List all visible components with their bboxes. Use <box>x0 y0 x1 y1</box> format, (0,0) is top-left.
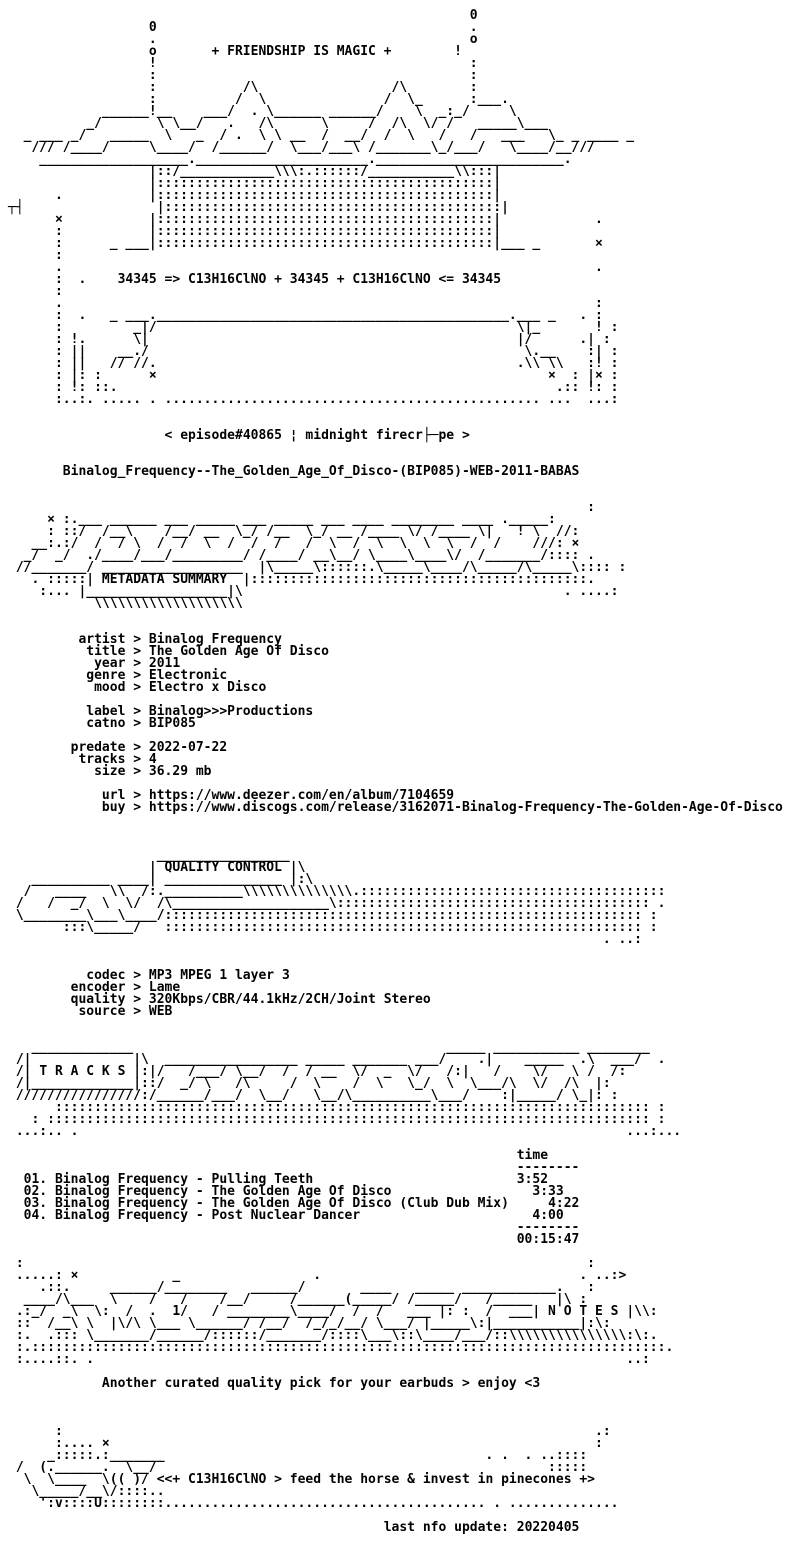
blank-line <box>8 610 783 622</box>
art-line: \\\\\\\\\\\\\\\\\\\ <box>8 596 243 611</box>
art-line: : / \ / \_ :___. <box>8 92 509 107</box>
label-value: Binalog>>>Productions <box>148 704 314 719</box>
art-line: _____________ _____ ___________ ________ <box>8 1040 650 1055</box>
art-line: ':v::::U::::::::......................................... . .............. <box>8 1496 619 1511</box>
art-line: 0 . <box>8 20 478 35</box>
metadata-heading: METADATA SUMMARY <box>101 572 228 587</box>
art-line: .:_/ _\ \: / . 1/ / ________\____/ / / ___ |: : / ___| N O T E S |\\: <box>8 1304 658 1319</box>
metadata-row: buy > https://www.discogs.com/release/3162071-Binalog-Frequency-The-Golden-Age-Of-Disco <box>8 800 783 815</box>
art-line: .::. ______/________ ______/ ____ _____ ____________. : <box>8 1280 595 1295</box>
art-line: . o <box>8 32 478 47</box>
art-line: /// /____/ \____/ /______/ \___/___\ /_______\_/___/ \____/__/// <box>8 140 595 155</box>
art-line: : . _ ___._____________________________________________.___ _ . : <box>8 308 603 323</box>
art-line: ┬┤ |:::::::::::::::::::::::::::::::::::::::::::| <box>8 200 509 215</box>
art-line: . ..: <box>8 932 642 947</box>
track-time: 4:22 <box>548 1196 580 1211</box>
blank-line <box>8 946 783 958</box>
predate-value: 2022-07-22 <box>148 740 228 755</box>
art-line <box>8 430 783 442</box>
metadata-row: predate > 2022-07-22 <box>8 740 228 755</box>
blank-line <box>8 478 783 490</box>
art-line: \________\___\____/::::::::::::::::::::::::::::::::::::::::::::::::::::::::::::: : <box>8 908 658 923</box>
art-line: :: /__\ \ |\/\ \___ \______/ /__/ /_/_/__/ \___/ |_____\:|___________|:\: <box>8 1316 611 1331</box>
notes-heading: N O T E S <box>548 1304 619 1319</box>
art-line: : !: ::. .:: !: : <box>8 380 619 395</box>
art-line: . . <box>8 260 603 275</box>
track-time: 4:00 <box>532 1208 564 1223</box>
art-line: / ____ \\ /:.__________\\\\\\\\\\\\\\.::::::::::::::::::::::::::::::::::::::: <box>8 884 666 899</box>
track-total-row <box>8 1234 783 1246</box>
track-title: 02. Binalog Frequency - The Golden Age Of Disco <box>23 1184 392 1199</box>
catno-value: BIP085 <box>148 716 196 731</box>
art-line: : .: <box>8 1424 611 1439</box>
art-line: : ::::::::::::::::::::::::::::::::::::::::::::::::::::::::::::::::::::::::::::: : <box>8 1112 666 1127</box>
metadata-row: url > https://www.deezer.com/en/album/7104659 <box>8 788 455 803</box>
blank-line <box>8 1018 783 1030</box>
art-line: / (.______. \__/ ::::: <box>8 1460 588 1475</box>
art-line: \ \____ \(( )/ <<+ C13H16ClNO > feed the horse & invest in pinecones +> <box>8 1472 596 1487</box>
track-time: 3:33 <box>532 1184 564 1199</box>
art-line: o + FRIENDSHIP IS MAGIC + ! <box>8 44 462 59</box>
art-line: __________ ____| _______________ |:\ <box>8 872 314 887</box>
art-line: : . 34345 => C13H16ClNO + 34345 + C13H16ClNO <= 34345 <box>8 272 502 287</box>
quality-row: quality > 320Kbps/CBR/44.1kHz/2CH/Joint Stereo <box>8 992 431 1007</box>
last-update: last nfo update: 20220405 <box>383 1520 580 1535</box>
year-value: 2011 <box>148 656 181 671</box>
metadata-row: catno > BIP085 <box>8 716 196 731</box>
art-line: _/ \ \__/ . /\ \ / /\ \/ / _____\___ <box>8 116 549 131</box>
quality-row: codec > MP3 MPEG 1 layer 3 <box>8 968 290 983</box>
artist-value: Binalog Frequency <box>148 632 282 647</box>
art-line: : <box>8 284 63 299</box>
notes-text: Another curated quality pick for your earbuds > enjoy <3 <box>101 1376 541 1391</box>
footer-slogan: <<+ C13H16ClNO > feed the horse & invest in pinecones +> <box>156 1472 596 1487</box>
episode-line: < episode#40865 ¦ midnight firecr├─pe > <box>164 428 470 443</box>
art-line: /|_____________|::/ _/ \ /\ / \ / \ \_/ \ \___/\ \/ /\ |: <box>8 1076 611 1091</box>
tracks-value: 4 <box>148 752 157 767</box>
art-line: ...:.. . ...:... <box>8 1124 682 1139</box>
art-line: _ ___ _/ _____ \ _ / . \ \ __ / __/ / \ / / ___ \_ _ ____ _ <box>8 128 635 143</box>
quality-value: 320Kbps/CBR/44.1kHz/2CH/Joint Stereo <box>148 992 431 1007</box>
art-line: :.... × : <box>8 1436 603 1451</box>
metadata-row: genre > Electronic <box>8 668 228 683</box>
buy-link[interactable]: https://www.discogs.com/release/3162071-Binalog-Frequency-The-Golden-Age-Of-Disco <box>148 800 783 815</box>
art-line: ! : <box>8 56 478 71</box>
metadata-row: title > The Golden Age Of Disco <box>8 644 329 659</box>
notes-row <box>8 1378 783 1390</box>
blank-line <box>8 1402 783 1414</box>
track-time: 3:52 <box>516 1172 549 1187</box>
quality-heading: QUALITY CONTROL <box>164 860 282 875</box>
art-line: -------- <box>8 1160 580 1175</box>
metadata-row: size > 36.29 mb <box>8 764 212 779</box>
art-line: /| T R A C K S |:|/ /___/ \__/ / / __ \/ _ \/ /:| / \/ \ / /: <box>8 1064 627 1079</box>
tagline: + FRIENDSHIP IS MAGIC + <box>211 44 392 59</box>
metadata-row: artist > Binalog Frequency <box>8 632 282 647</box>
time-header: time <box>516 1148 549 1163</box>
art-line: : <box>8 248 63 263</box>
art-line: __:.:/ / / \ / / \ / / / / \ / \ \ \ \ / / ///: × <box>8 536 580 551</box>
art-line: :::::::::::::::::::::::::::::::::::::::::::::::::::::::::::::::::::::::::::: : <box>8 1100 666 1115</box>
art-line: ___________________.______________________.________________________. <box>8 152 572 167</box>
art-line: :. .::: \_______/______/::::::/_______/::::\___\::\____/___/::\\\\\\\\\\\\\\\:\:. <box>8 1328 658 1343</box>
art-line: : || __./ \.__ :| : <box>8 344 619 359</box>
art-line: //_______/ __________________ |\_____\::::::.\_____\____/\_____/\_____\:::: : <box>8 560 627 575</box>
art-line: | QUALITY CONTROL |\ <box>8 860 306 875</box>
art-line: |:::::::::::::::::::::::::::::::::::::::::::| <box>8 176 502 191</box>
metadata-row: tracks > 4 <box>8 752 157 767</box>
quality-row: encoder > Lame <box>8 980 181 995</box>
metadata-row: year > 2011 <box>8 656 181 671</box>
metadata-row: mood > Electro x Disco <box>8 680 267 695</box>
art-line: :....::. . ..: <box>8 1352 650 1367</box>
genre-value: Electronic <box>148 668 228 683</box>
art-line: :.:::::::::::::::::::::::::::::::::::::::::::::::::::::::::::::::::::::::::::::::::. <box>8 1340 674 1355</box>
art-line: _________________ <box>8 848 290 863</box>
art-line: :..:. ..... . ................................................ ... ...: <box>8 392 619 407</box>
blank-line <box>8 442 783 454</box>
mood-value: Electro x Disco <box>148 680 267 695</box>
art-line: : ::/ /__\ /__/ __ \_/ /__ \_/ __ /____ \/ /____ \| ! \ //: <box>8 524 580 539</box>
art-line: ______!__ ___/ . \______ ______/ \ _:_/ \ <box>8 104 517 119</box>
art-line: . |:::::::::::::::::::::::::::::::::::::::::::| <box>8 188 502 203</box>
art-line: / / _/ \ \/ /\____________________\:::::::::::::::::::::::::::::::::::::::: . <box>8 896 666 911</box>
art-line: : <box>8 500 595 515</box>
track-title: 03. Binalog Frequency - The Golden Age Of Disco (Club Dub Mix) <box>23 1196 509 1211</box>
blank-line <box>8 814 783 826</box>
art-line: : || // //. .\\ \\ :! : <box>8 356 619 371</box>
art-line: : _|/ \|_ ! : <box>8 320 619 335</box>
blank-line <box>8 1390 783 1402</box>
nfo-document <box>8 10 783 1534</box>
quality-row: source > WEB <box>8 1004 173 1019</box>
track-title: 01. Binalog Frequency - Pulling Teeth <box>23 1172 314 1187</box>
art-line: :... |__________________|\ . ....: <box>8 584 619 599</box>
encoder-value: Lame <box>148 980 181 995</box>
art-line: × :.___ ______ ___ _____ ___ _____ ___ ____ ________ ____ ._____: <box>8 512 556 527</box>
tracks-heading: T R A C K S <box>39 1064 126 1079</box>
art-line: _/ _/ ./____/___/_________/ /____/ __\__/ \____\____\/ /_______/:::: . <box>8 548 595 563</box>
art-line: _:::::.:_______ . . . ..:::: <box>8 1448 588 1463</box>
title-value: The Golden Age Of Disco <box>148 644 329 659</box>
art-line: /| |\ _________________ _____ _______ ___/ .| _____ .\ ___/ . <box>8 1052 666 1067</box>
art-line: |::/____________\\\:.::::::/___________\\:::| <box>8 164 502 179</box>
art-line: :::\_____/ ::::::::::::::::::::::::::::::::::::::::::::::::::::::::::::: : <box>8 920 658 935</box>
total-time: 00:15:47 <box>516 1232 580 1247</box>
art-line: : /\ /\ : <box>8 80 478 95</box>
metadata-row: label > Binalog>>>Productions <box>8 704 314 719</box>
art-line: ////////////////:/______/___/ \__/ \__/\__________\___/ :|_____/ \_|: : <box>8 1088 619 1103</box>
art-line: . :::::| METADATA SUMMARY |:::::::::::::::::::::::::::::::::::::::::::. <box>8 572 596 587</box>
track-title: 04. Binalog Frequency - Post Nuclear Dancer <box>23 1208 361 1223</box>
blank-line <box>8 826 783 838</box>
art-line <box>8 466 783 478</box>
footer-row <box>8 1522 783 1534</box>
blank-line <box>8 406 783 418</box>
art-line: : _ ___|:::::::::::::::::::::::::::::::::::::::::::|___ _ × <box>8 236 603 251</box>
art-line: : |:::::::::::::::::::::::::::::::::::::::::::| <box>8 224 502 239</box>
source-value: WEB <box>148 1004 173 1019</box>
art-line: . : <box>8 296 603 311</box>
art-line: \_____/__\/::::.. <box>8 1484 165 1499</box>
size-value: 36.29 mb <box>148 764 212 779</box>
art-line: : !. \| |/ .| : <box>8 332 611 347</box>
art-line: × |:::::::::::::::::::::::::::::::::::::::::::| . <box>8 212 603 227</box>
art-line: 0 <box>8 8 478 23</box>
art-line: -------- <box>8 1220 580 1235</box>
url-link[interactable]: https://www.deezer.com/en/album/7104659 <box>148 788 455 803</box>
art-line: : : <box>8 68 478 83</box>
art-line: .....: × _ . . ..:> <box>8 1268 627 1283</box>
formula: 34345 => C13H16ClNO + 34345 + C13H16ClNO <= 34345 <box>117 272 502 287</box>
release-name: Binalog_Frequency--The_Golden_Age_Of_Disco-(BIP085)-WEB-2011-BABAS <box>62 464 580 479</box>
art-line: : : <box>8 1256 595 1271</box>
art-line: : |: : × × : |× : <box>8 368 619 383</box>
art-line: ____/\___ \ / / /__/ /______(_____/ /_____/ /_____ |\ : <box>8 1292 588 1307</box>
codec-value: MP3 MPEG 1 layer 3 <box>148 968 290 983</box>
